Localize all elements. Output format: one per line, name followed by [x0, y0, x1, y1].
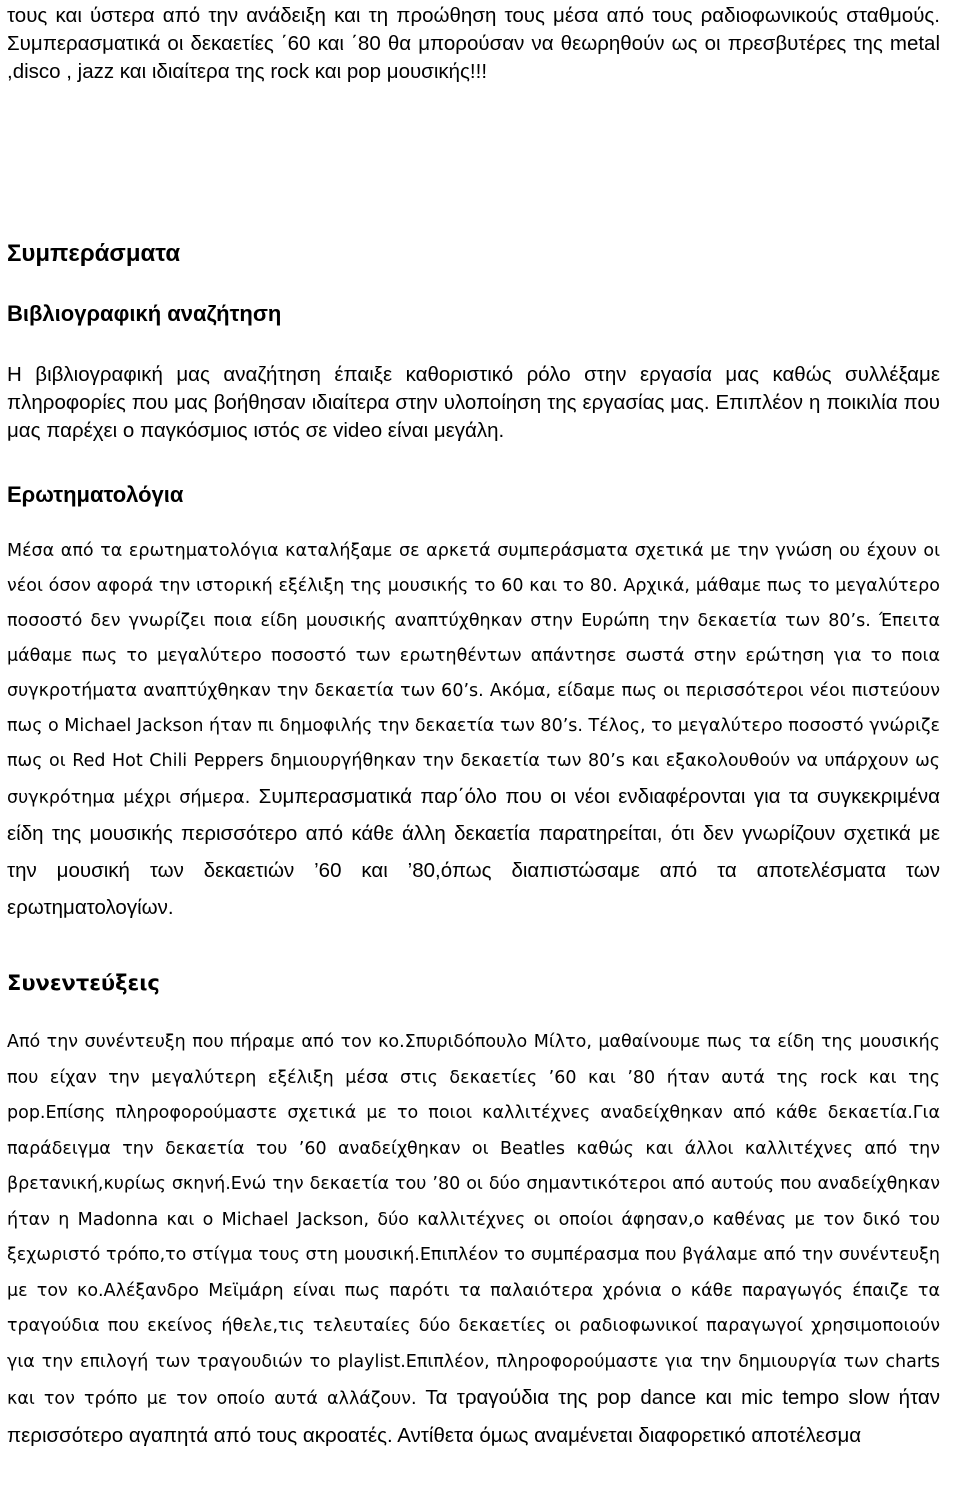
bibliography-heading: Βιβλιογραφική αναζήτηση [7, 301, 282, 326]
conclusions-heading: Συμπεράσματα [7, 240, 181, 267]
interviews-heading: Συνεντεύξεις [7, 971, 160, 995]
questionnaires-paragraph [7, 534, 940, 927]
questionnaires-paragraph-conclusion: Συμπερασματικά παρ΄όλο που οι νέοι ενδιαφέρονται για τα συγκεκριμένα είδη της μουσικής περισσότερο από κάθε άλλη δεκαετία παρατηρείται, ότι δεν γνωρίζουν σχετικά με την μουσική των δεκαετιών ’60 και ’80,όπως διαπιστώσαμε από τα αποτελέσματα των ερωτηματολογίων. [7, 785, 940, 919]
interviews-paragraph [7, 1025, 940, 1455]
questionnaires-paragraph-main: Μέσα από τα ερωτηματολόγια καταλήξαμε σε αρκετά συμπεράσματα σχετικά με την γνώση ου έχουν οι νέοι όσον αφορά την ιστορική εξέλιξη της μουσικής το 60 και το 80. Αρχικά, μάθαμε πως το μεγαλύτερο ποσοστό δεν γνωρίζει ποια είδη μουσικής αναπτύχθηκαν στην Ευρώπη την δεκαετία των 80’s. Έπειτα μάθαμε πως το μεγαλύτερο ποσοστό των ερωτηθέντων απάντησε σωστά στην ερώτηση για το ποια συγκροτήματα αναπτύχθηκαν την δεκαετία των 60’s. Ακόμα, είδαμε πως οι περισσότεροι νέοι πιστεύουν πως ο Michael Jackson ήταν πι δημοφιλής την δεκαετία των 80’s. Τέλος, το μεγαλύτερο ποσοστό γνώριζε πως οι Red Hot Chili Peppers δημιουργήθηκαν την δεκαετία των 80’s και εξακολουθούν να υπάρχουν ως συγκρότημα μέχρι σήμερα. [7, 541, 940, 808]
interviews-paragraph-main: Από την συνέντευξη που πήραμε από τον κο.Σπυριδόπουλο Μίλτο, μαθαίνουμε πως τα είδη της μουσικής που είχαν την μεγαλύτερη εξέλιξη μέσα στις δεκαετίες ’60 και ’80 ήταν αυτά της rock και της pop.Επίσης πληροφορούμαστε σχετικά με το ποιοι καλλιτέχνες αναδείχθηκαν από κάθε δεκαετία.Για παράδειγμα την δεκαετία του ’60 αναδείχθηκαν οι Beatles καθώς και άλλοι καλλιτέχνες από την βρετανική,κυρίως σκηνή.Ενώ την δεκαετία του ’80 οι δύο σημαντικότεροι από αυτούς που αναδείχθηκαν ήταν η Madonna και ο Michael Jackson, δύο καλλιτέχνες οι οποίοι άφησαν,ο καθένας με τον δικό του ξεχωριστό τρόπο,το στίγμα τους στη μουσική.Επιπλέον το συμπέρασμα που βγάλαμε από την συνέντευξη με τον κο.Αλέξανδρο Μεϊμάρη είναι πως παρότι τα παλαιότερα χρόνια ο κάθε παραγωγός έπαιζε τα τραγούδια που εκείνος ήθελε,τις τελευταίες δύο δεκαετίες οι ραδιοφωνικοί παραγωγοί χρησιμοποιούν για την επιλογή των τραγουδιών το playlist.Επιπλέον, πληροφορούμαστε για την δημιουργία των charts και τον τρόπο με τον οποίο αυτά αλλάζουν. [7, 1032, 940, 1409]
bibliography-paragraph: Η βιβλιογραφική μας αναζήτηση έπαιξε καθοριστικό ρόλο στην εργασία μας καθώς συλλέξαμε πληροφορίες που μας βοήθησαν ιδιαίτερα στην υλοποίηση της εργασίας μας. Επιπλέον η ποικιλία που μας παρέχει ο παγκόσμιος ιστός σε video είναι μεγάλη. [7, 363, 940, 442]
questionnaires-heading: Ερωτηματολόγια [7, 482, 184, 507]
interviews-paragraph-tail: Τα τραγούδια της pop dance και mic tempo slow ήταν περισσότερο αγαπητά από τους ακροατές. Αντίθετα όμως αναμένεται διαφορετικό αποτέλεσμα [7, 1386, 940, 1447]
intro-paragraph: τους και ύστερα από την ανάδειξη και τη προώθηση τους μέσα από τους ραδιοφωνικούς σταθμούς. Συμπερασματικά οι δεκαετίες ΄60 και ΄80 θα μπορούσαν να θεωρηθούν ως οι πρεσβυτέρες της metal ,disco , jazz και ιδιαίτερα της rock και pop μουσικής!!! [7, 4, 940, 83]
